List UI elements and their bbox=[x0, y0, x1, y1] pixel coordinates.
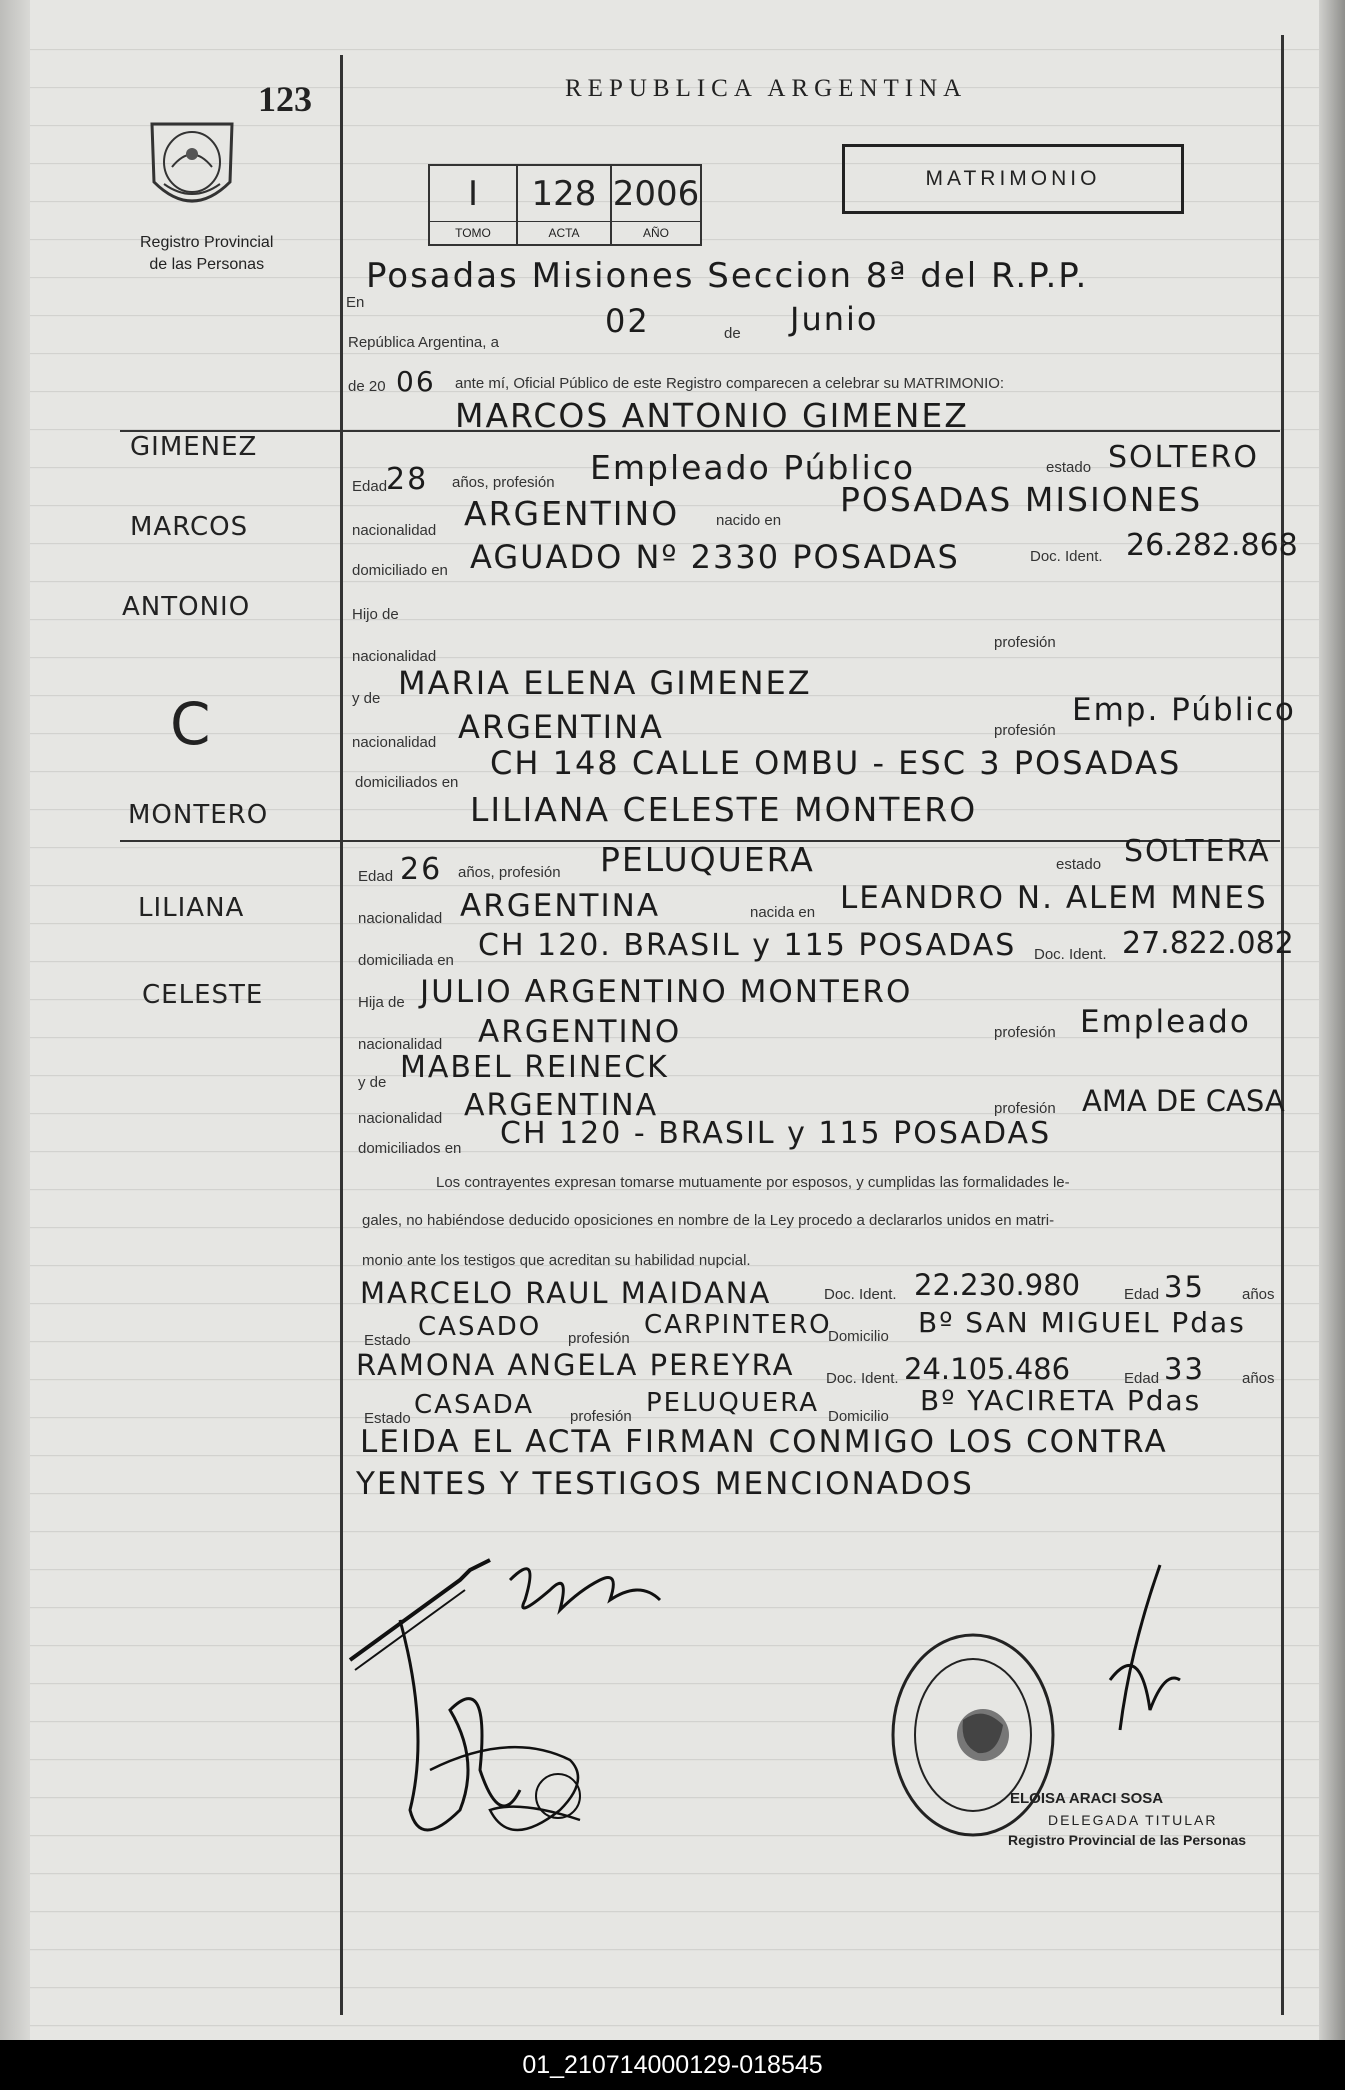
witness-1-estado-label: Estado bbox=[364, 1332, 411, 1349]
bride-edad-label: Edad bbox=[358, 868, 394, 885]
witness-1-edad-label: Edad bbox=[1124, 1286, 1160, 1303]
tomo-cell bbox=[430, 166, 518, 244]
file-id-footer: 01_210714000129-018545 bbox=[0, 2040, 1345, 2090]
bride-age: 26 bbox=[400, 852, 443, 887]
bride-parents-domicile-label: domiciliados en bbox=[358, 1140, 462, 1157]
witness-2-doc: 24.105.486 bbox=[904, 1352, 1071, 1386]
page-left-edge bbox=[0, 0, 30, 2040]
witness-1-profession: CARPINTERO bbox=[644, 1310, 832, 1340]
ano-cell bbox=[612, 166, 700, 244]
groom-profession: Empleado Público bbox=[590, 448, 916, 487]
signature-official bbox=[1070, 1560, 1200, 1760]
bride-name: LILIANA CELESTE MONTERO bbox=[470, 790, 978, 829]
republica-label: República Argentina, a bbox=[348, 334, 499, 351]
bride-mother-profession: AMA DE CASA bbox=[1082, 1084, 1285, 1118]
groom-status: SOLTERO bbox=[1108, 440, 1259, 475]
bride-father-nationality-label: nacionalidad bbox=[358, 1036, 443, 1053]
witness-1-age: 35 bbox=[1164, 1270, 1205, 1304]
bride-mother-label: y de bbox=[358, 1074, 387, 1091]
registry-name-text: Registro Provincial de las Personas bbox=[140, 234, 274, 273]
groom-doc: 26.282.868 bbox=[1126, 528, 1298, 563]
groom-doc-label: Doc. Ident. bbox=[1030, 548, 1103, 565]
official-registry: Registro Provincial de las Personas bbox=[1008, 1832, 1247, 1848]
witness-1-profesion-label: profesión bbox=[568, 1330, 630, 1347]
bride-estado-label: estado bbox=[1056, 856, 1102, 873]
declaration-line-2: gales, no habiéndose deducido oposiciones en nombre de la Ley procedo a declararlos unidos en matri- bbox=[362, 1212, 1055, 1229]
record-type-box: MATRIMONIO bbox=[842, 144, 1184, 214]
groom-mother: MARIA ELENA GIMENEZ bbox=[398, 664, 812, 702]
marriage-month: Junio bbox=[790, 300, 879, 338]
bride-status: SOLTERA bbox=[1124, 834, 1271, 869]
witness-2-status: CASADA bbox=[414, 1390, 535, 1420]
record-number-box bbox=[428, 164, 702, 246]
official-stamp bbox=[888, 1625, 1058, 1845]
bride-father: JULIO ARGENTINO MONTERO bbox=[420, 974, 913, 1010]
bride-profession-label: años, profesión bbox=[458, 864, 561, 881]
witness-2-edad-label: Edad bbox=[1124, 1370, 1160, 1387]
groom-nacido-label: nacido en bbox=[716, 512, 782, 529]
closing-line-1: LEIDA EL ACTA FIRMAN CONMIGO LOS CONTRA bbox=[360, 1424, 1168, 1460]
bride-nacida-label: nacida en bbox=[750, 904, 816, 921]
official-role: DELEGADA TITULAR bbox=[1048, 1812, 1218, 1828]
bride-doc: 27.822.082 bbox=[1122, 926, 1294, 961]
ano-value: 2006 bbox=[612, 174, 700, 214]
marriage-day: 02 bbox=[605, 302, 650, 340]
groom-mother-profession-label: profesión bbox=[994, 722, 1056, 739]
groom-nationality-label: nacionalidad bbox=[352, 522, 437, 539]
witness-2-profession: PELUQUERA bbox=[646, 1388, 820, 1418]
marriage-place: Posadas Misiones Seccion 8ª del R.P.P. bbox=[366, 256, 1089, 296]
right-border bbox=[1281, 35, 1284, 2015]
bride-parents-address: CH 120 - BRASIL y 115 POSADAS bbox=[500, 1116, 1052, 1151]
witness-1-doc-label: Doc. Ident. bbox=[824, 1286, 897, 1303]
page-right-edge bbox=[1319, 0, 1345, 2040]
ano-label: AÑO bbox=[612, 221, 700, 244]
witness-1-status: CASADO bbox=[418, 1312, 542, 1342]
official-name: ELOISA ARACI SOSA bbox=[1010, 1790, 1164, 1807]
bride-father-label: Hija de bbox=[358, 994, 405, 1011]
bride-mother: MABEL REINECK bbox=[400, 1050, 669, 1085]
bride-birthplace: LEANDRO N. ALEM MNES bbox=[840, 880, 1268, 916]
margin-bride-surname: MONTERO bbox=[128, 800, 269, 830]
bride-address: CH 120. BRASIL y 115 POSADAS bbox=[478, 928, 1017, 963]
groom-profession-label: años, profesión bbox=[452, 474, 555, 491]
acta-label: ACTA bbox=[518, 221, 610, 244]
witness-1-address: Bº SAN MIGUEL Pdas bbox=[918, 1306, 1246, 1339]
bride-domicile-label: domiciliada en bbox=[358, 952, 454, 969]
witness-2-domicilio-label: Domicilio bbox=[828, 1408, 889, 1425]
groom-mother-profession: Emp. Público bbox=[1072, 692, 1296, 728]
groom-father-nationality-label: nacionalidad bbox=[352, 648, 437, 665]
bride-father-nationality: ARGENTINO bbox=[478, 1014, 682, 1050]
groom-nationality: ARGENTINO bbox=[464, 494, 680, 533]
bride-mother-nationality-label: nacionalidad bbox=[358, 1110, 443, 1127]
declaration-line-3: monio ante los testigos que acreditan su habilidad nupcial. bbox=[362, 1252, 751, 1269]
bride-doc-label: Doc. Ident. bbox=[1034, 946, 1107, 963]
witness-1-doc: 22.230.980 bbox=[914, 1268, 1081, 1302]
groom-mother-label: y de bbox=[352, 690, 381, 707]
declaration-line-1: Los contrayentes expresan tomarse mutuamente por esposos, y cumplidas las formalidades le- bbox=[436, 1174, 1070, 1191]
groom-father-label: Hijo de bbox=[352, 606, 399, 623]
bride-nationality: ARGENTINA bbox=[460, 888, 661, 924]
tomo-label: TOMO bbox=[430, 221, 516, 244]
margin-groom-first-name: MARCOS bbox=[130, 512, 249, 542]
groom-estado-label: estado bbox=[1046, 459, 1092, 476]
margin-groom-surname: GIMENEZ bbox=[130, 432, 258, 462]
bride-mother-profession-label: profesión bbox=[994, 1100, 1056, 1117]
groom-edad-label: Edad bbox=[352, 478, 388, 495]
margin-conjunction: C bbox=[170, 690, 211, 758]
groom-parents-domicile-label: domiciliados en bbox=[355, 774, 459, 791]
groom-age: 28 bbox=[386, 462, 429, 497]
bride-mother-nationality: ARGENTINA bbox=[464, 1088, 659, 1123]
groom-domicile-label: domiciliado en bbox=[352, 562, 448, 579]
opening-statement: ante mí, Oficial Público de este Registro comparecen a celebrar su MATRIMONIO: bbox=[455, 375, 1005, 392]
groom-mother-nationality: ARGENTINA bbox=[458, 708, 664, 746]
margin-divider bbox=[340, 55, 343, 2015]
page-title: REPUBLICA ARGENTINA bbox=[565, 75, 968, 102]
margin-bride-first-name: LILIANA bbox=[138, 893, 245, 923]
signature-witness bbox=[390, 1610, 630, 1870]
acta-cell bbox=[518, 166, 612, 244]
witness-2-address: Bº YACIRETA Pdas bbox=[920, 1384, 1202, 1417]
groom-birthplace: POSADAS MISIONES bbox=[840, 480, 1203, 519]
tomo-value: I bbox=[467, 174, 479, 214]
witness-2-profesion-label: profesión bbox=[570, 1408, 632, 1425]
witness-2-age: 33 bbox=[1164, 1352, 1205, 1386]
de-label: de bbox=[724, 325, 741, 342]
groom-mother-nationality-label: nacionalidad bbox=[352, 734, 437, 751]
witness-1-anos-label: años bbox=[1242, 1286, 1275, 1303]
bride-profession: PELUQUERA bbox=[600, 840, 815, 879]
witness-2-estado-label: Estado bbox=[364, 1410, 411, 1427]
groom-parents-address: CH 148 CALLE OMBU - ESC 3 POSADAS bbox=[490, 744, 1182, 782]
groom-name: MARCOS ANTONIO GIMENEZ bbox=[455, 396, 969, 435]
year-prefix: de 20 bbox=[348, 378, 386, 395]
witness-2-anos-label: años bbox=[1242, 1370, 1275, 1387]
bride-nationality-label: nacionalidad bbox=[358, 910, 443, 927]
page-number: 123 bbox=[258, 79, 312, 119]
witness-2-name: RAMONA ANGELA PEREYRA bbox=[356, 1348, 795, 1382]
bride-father-profession: Empleado bbox=[1080, 1004, 1251, 1040]
margin-groom-middle-name: ANTONIO bbox=[122, 592, 251, 622]
marriage-year: 06 bbox=[396, 365, 436, 398]
registry-name bbox=[140, 232, 273, 276]
witness-1-name: MARCELO RAUL MAIDANA bbox=[360, 1276, 772, 1310]
provincial-seal-icon bbox=[142, 112, 242, 222]
witness-1-domicilio-label: Domicilio bbox=[828, 1328, 889, 1345]
groom-address: AGUADO Nº 2330 POSADAS bbox=[470, 538, 960, 576]
closing-line-2: YENTES Y TESTIGOS MENCIONADOS bbox=[356, 1466, 974, 1502]
margin-bride-middle-name: CELESTE bbox=[142, 980, 264, 1010]
groom-father-profession-label: profesión bbox=[994, 634, 1056, 651]
en-label: En bbox=[346, 294, 365, 311]
acta-value: 128 bbox=[531, 174, 597, 214]
bride-father-profession-label: profesión bbox=[994, 1024, 1056, 1041]
witness-2-doc-label: Doc. Ident. bbox=[826, 1370, 899, 1387]
